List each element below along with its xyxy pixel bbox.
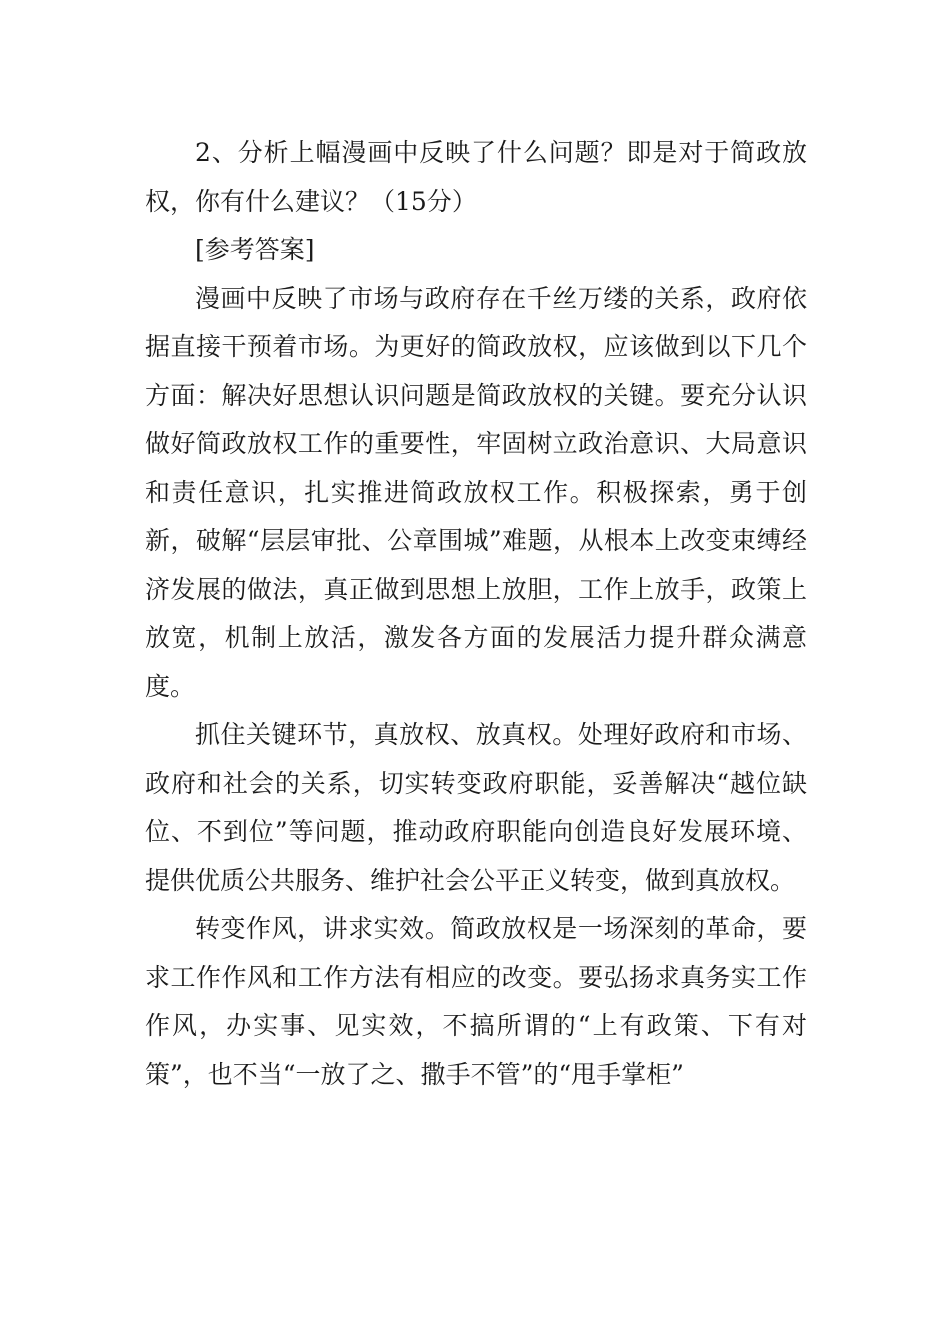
question-paragraph: 2、分析上幅漫画中反映了什么问题？即是对于简政放权，你有什么建议？（15分） — [145, 138, 807, 216]
answer-paragraph-3: 转变作风，讲求实效。简政放权是一场深刻的革命，要求工作作风和工作方法有相应的改变。要弘扬求真务实工作作风，办实事、见实效，不搞所谓的“上有政策、下有对策”，也不当“一放了之、撒手不管”的“甩手掌柜” — [145, 914, 807, 1089]
answer-paragraph-1: 漫画中反映了市场与政府存在千丝万缕的关系，政府依据直接干预着市场。为更好的简政放权，应该做到以下几个方面：解决好思想认识问题是简政放权的关键。要充分认识做好简政放权工作的重要性，牢固树立政治意识、大局意识和责任意识，扎实推进简政放权工作。积极探索，勇于创新，破解“层层审批、公章围城”难题，从根本上改变束缚经济发展的做法，真正做到思想上放胆，工作上放手，政策上放宽，机制上放活，激发各方面的发展活力提升群众满意度。 — [145, 283, 807, 701]
answer-label: [参考答案] — [195, 235, 315, 264]
answer-paragraph-2: 抓住关键环节，真放权、放真权。处理好政府和市场、政府和社会的关系，切实转变政府职能，妥善解决“越位缺位、不到位”等问题，推动政府职能向创造良好发展环境、提供优质公共服务、维护社会公平正义转变，做到真放权。 — [145, 720, 807, 895]
document-body — [145, 129, 807, 1099]
